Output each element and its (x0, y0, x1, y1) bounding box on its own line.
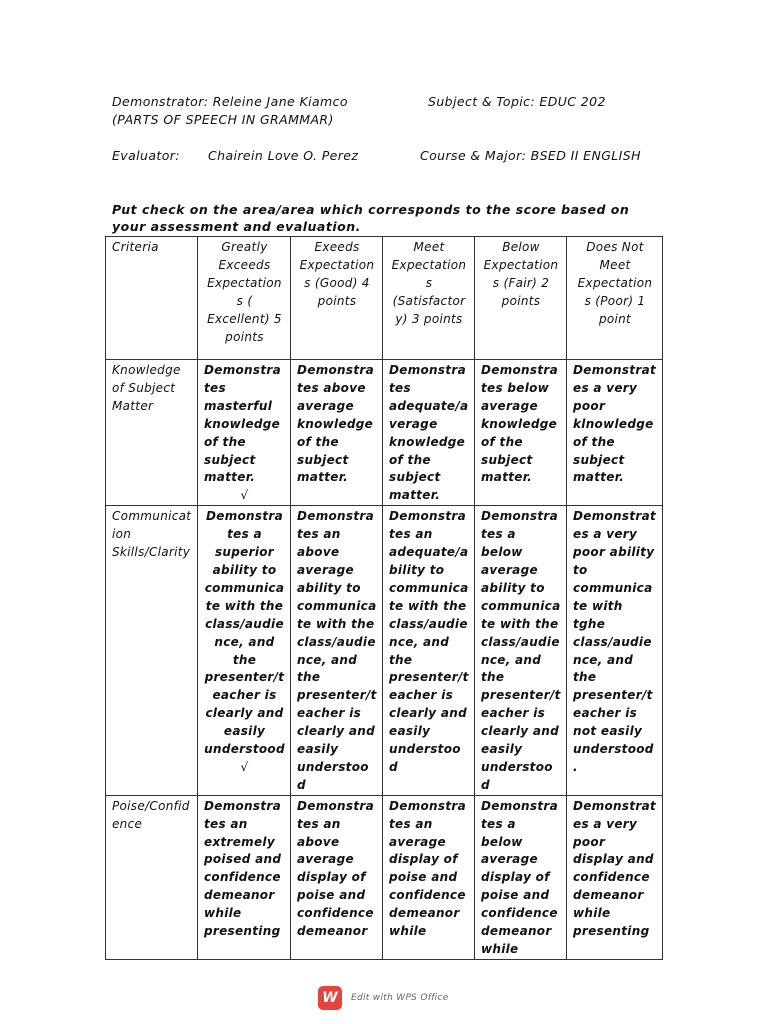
rubric-table (105, 236, 663, 960)
cell-poise-poor: Demonstrates a very poor display and confidence demeanor while presenting (567, 795, 663, 959)
cell-knowledge-satisfactory: Demonstrates adequate/average knowledge of the subject matter. (383, 360, 475, 506)
cell-poise-satisfactory: Demonstrates an average display of poise and confidence demeanor while (383, 795, 475, 959)
course-line: Course & Major: BSED II ENGLISH (420, 148, 641, 163)
cell-communication-satisfactory: Demonstrates an adequate/ability to communicate with the class/audience, and the presenter/teacher is clearly and easily understood (383, 506, 475, 796)
criteria-poise: Poise/Confidence (106, 795, 198, 959)
header-poor: Does Not Meet Expectation s (Poor) 1 point (567, 237, 663, 360)
criteria-communication: Communication Skills/Clarity (106, 506, 198, 796)
criteria-knowledge: Knowledge of Subject Matter (106, 360, 198, 506)
evaluator-label: Evaluator: (112, 148, 180, 163)
cell-communication-poor: Demonstrates a very poor ability to communicate with tghe class/audience, and the presenter/teacher is not easily understood. (567, 506, 663, 796)
cell-communication-excellent (198, 506, 291, 796)
header-row (106, 237, 663, 360)
wps-footer-text: Edit with WPS Office (351, 993, 449, 1003)
topic-line: (PARTS OF SPEECH IN GRAMMAR) (112, 112, 334, 127)
check-mark: √ (240, 759, 249, 774)
wps-footer[interactable] (318, 985, 449, 1011)
instructions: Put check on the area/area which corresponds to the score based on your assessment and evaluation. (112, 202, 630, 234)
table-row (106, 360, 663, 506)
header-fair: Below Expectation s (Fair) 2 points (475, 237, 567, 360)
cell-knowledge-good: Demonstrates above average knowledge of the subject matter. (291, 360, 383, 506)
cell-communication-fair: Demonstrates a below average ability to communicate with the class/audience, and the presenter/teacher is clearly and easily understood (475, 506, 567, 796)
cell-poise-good: Demonstrates an above average display of poise and confidence demeanor (291, 795, 383, 959)
table-row (106, 795, 663, 959)
cell-poise-excellent: Demonstrates an extremely poised and confidence demeanor while presenting (198, 795, 291, 959)
table-row (106, 506, 663, 796)
wps-logo-icon: W (318, 986, 342, 1010)
header-satisfactory: Meet Expectation s (Satisfactor y) 3 points (383, 237, 475, 360)
cell-knowledge-fair: Demonstrates below average knowledge of the subject matter. (475, 360, 567, 506)
header-excellent: Greatly Exceeds Expectation s ( Excellent) 5 points (198, 237, 291, 360)
cell-poise-fair: Demonstrates a below average display of poise and confidence demeanor while (475, 795, 567, 959)
header-criteria: Criteria (106, 237, 198, 360)
check-mark: √ (240, 488, 249, 503)
cell-knowledge-poor: Demonstrates a very poor klnowledge of the subject matter. (567, 360, 663, 506)
evaluator-name: Chairein Love O. Perez (208, 148, 359, 163)
demonstrator-line: Demonstrator: Releine Jane Kiamco (112, 94, 348, 109)
header-good: Exeeds Expectation s (Good) 4 points (291, 237, 383, 360)
cell-communication-good: Demonstrates an above average ability to communicate with the class/audience, and the presenter/teacher is clearly and easily understood (291, 506, 383, 796)
cell-text: Demonstrates a superior ability to communicate with the class/audience, and the presenter/teacher is clearly and easily understood (204, 509, 285, 757)
subject-line: Subject & Topic: EDUC 202 (428, 94, 606, 109)
cell-knowledge-excellent (198, 360, 291, 506)
cell-text: Demonstrates masterful knowledge of the subject matter. (204, 363, 281, 485)
